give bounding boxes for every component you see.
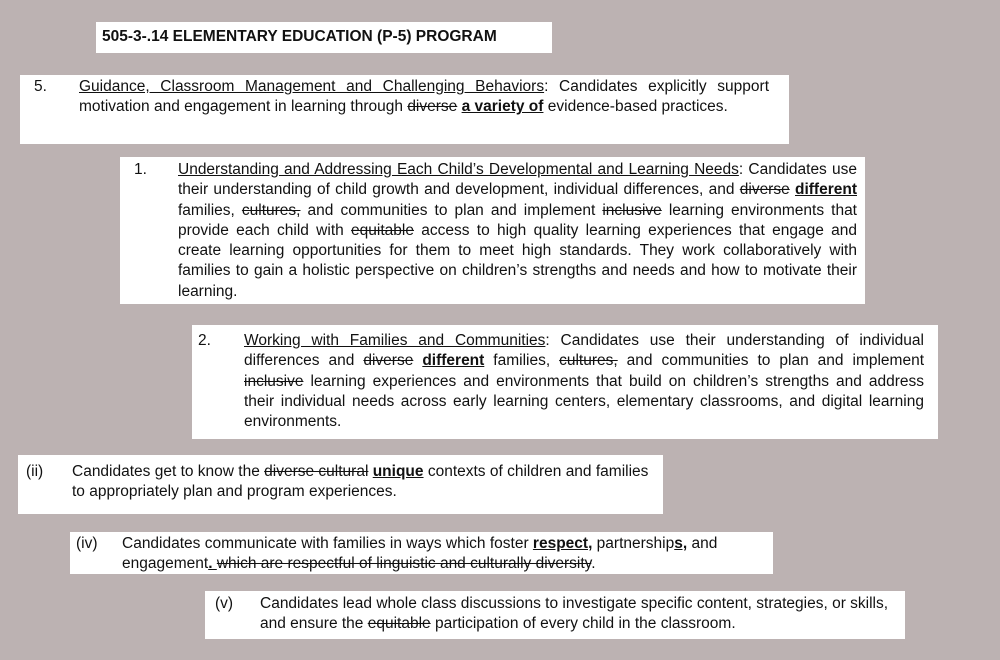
- section-ii-text: Candidates get to know the diverse cultural unique contexts of children and families to appropriately plan and program experiences.: [72, 463, 649, 501]
- deleted-text: cultures,: [559, 352, 618, 370]
- inserted-text: unique: [372, 463, 424, 480]
- section-5-text: Guidance, Classroom Management and Challenging Behaviors: Candidates explicitly support motivation and engagement in learning through diverse a variety of evidence-based practices.: [79, 78, 769, 116]
- section-ii-number: (ii): [26, 463, 44, 480]
- section-5-number: 5.: [34, 78, 47, 95]
- section-5-heading: Guidance, Classroom Management and Challenging Behaviors: [79, 78, 545, 95]
- section-ii-card: [18, 455, 663, 514]
- page-title: [96, 22, 552, 53]
- inserted-text: different: [795, 181, 857, 199]
- inserted-text: .: [208, 555, 217, 573]
- deleted-text: diverse: [363, 352, 414, 370]
- deleted-text: which are respectful of linguistic and culturally diversity: [216, 555, 592, 573]
- section-v-text: Candidates lead whole class discussions to investigate specific content, strategies, or skills, and ensure the equitable participation of every child in the classroom.: [260, 595, 889, 633]
- page-title-text: 505-3-.14 ELEMENTARY EDUCATION (P-5) PROGRAM: [102, 28, 497, 45]
- deleted-text: cultures,: [241, 201, 301, 219]
- section-2-text: Working with Families and Communities: Candidates use their understanding of individual differences and diverse different families, cultures, and communities to plan and implement inclusive learning experiences and environments that build on children’s strengths and address their individual needs across early learning centers, elementary classrooms, and digital learning environments.: [244, 332, 924, 431]
- deleted-text: inclusive: [602, 201, 662, 219]
- inserted-text: s,: [674, 535, 688, 552]
- inserted-text: a variety of: [461, 98, 544, 116]
- section-1-heading: Understanding and Addressing Each Child’s Developmental and Learning Needs: [178, 161, 739, 178]
- inserted-text: respect,: [532, 535, 593, 552]
- section-v-number: (v): [215, 595, 234, 612]
- section-2-card: [192, 325, 938, 439]
- section-2-number: 2.: [198, 332, 211, 349]
- deleted-text: diverse: [407, 98, 458, 116]
- section-iv-number: (iv): [76, 535, 98, 552]
- section-iv-text: Candidates communicate with families in ways which foster respect, partnerships, and engagement. which are respectful of linguistic and culturally diversity.: [122, 535, 718, 573]
- section-v-card: [205, 591, 905, 639]
- section-1-card: [120, 157, 865, 304]
- deleted-text: inclusive: [244, 372, 304, 390]
- section-5-card: [20, 75, 789, 144]
- section-iv-card: [70, 532, 773, 574]
- deleted-text: diverse cultural: [264, 463, 369, 480]
- inserted-text: different: [422, 352, 485, 370]
- section-1-number: 1.: [134, 161, 147, 178]
- section-1-text: Understanding and Addressing Each Child’s Developmental and Learning Needs: Candidates use their understanding of child growth and development, individual differences, and diverse different families, cultures, and communities to plan and implement inclusive learning environments that provide each child with equitable access to high quality learning experiences that engage and create learning opportunities for them to meet high standards. They work collaboratively with families to gain a holistic perspective on children’s strengths and needs and how to motivate their learning.: [178, 161, 857, 300]
- deleted-text: diverse: [739, 181, 790, 199]
- deleted-text: equitable: [367, 615, 431, 633]
- section-2-heading: Working with Families and Communities: [244, 332, 546, 349]
- deleted-text: equitable: [351, 221, 414, 239]
